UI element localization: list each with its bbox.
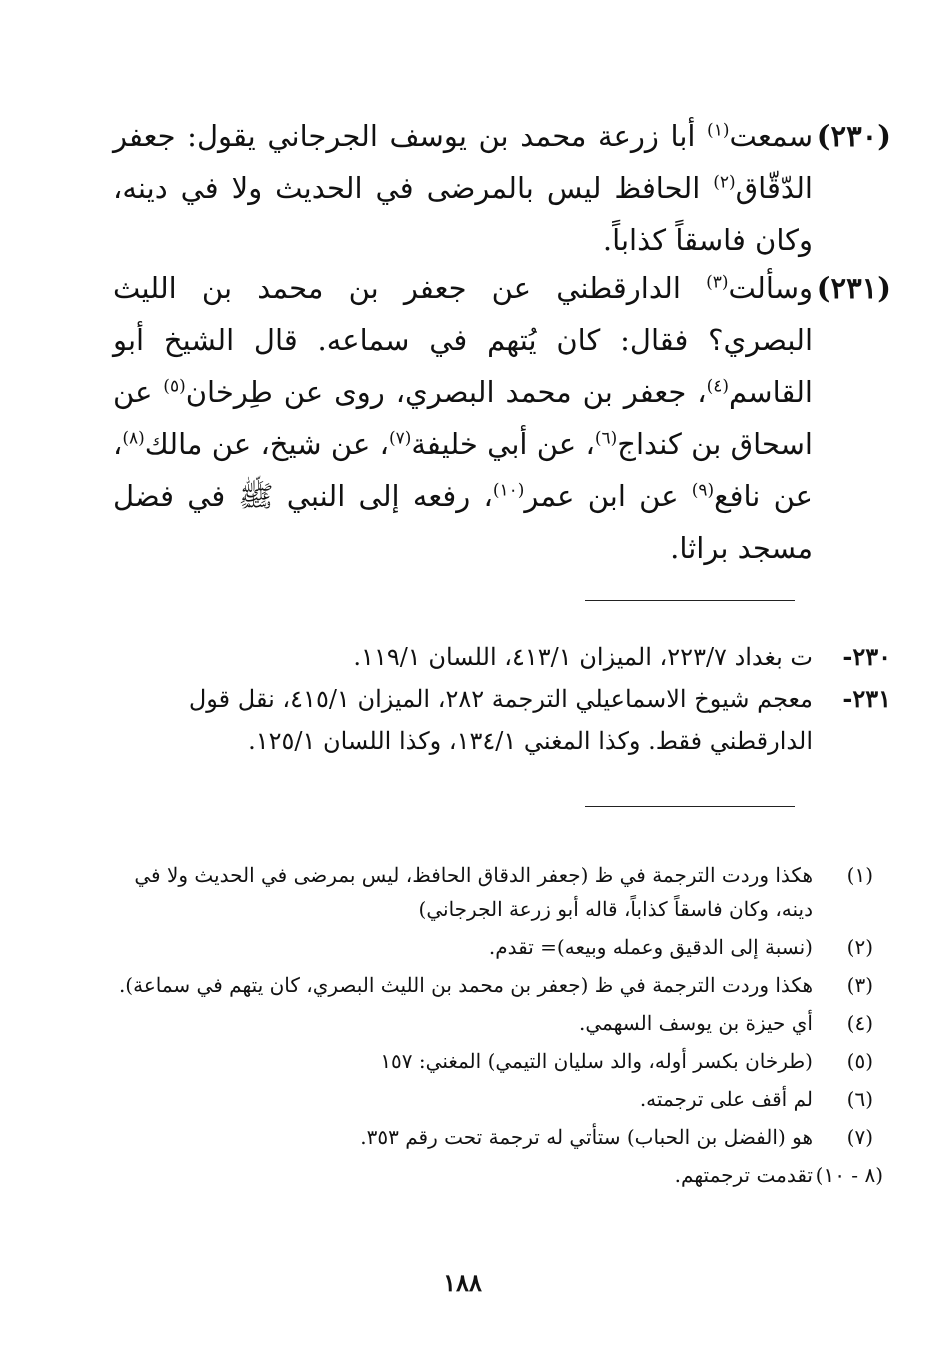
footnote-text: (طرخان بكسر أوله، والد سليان التيمي) المغني: ١٥٧ <box>380 1049 813 1073</box>
footnote <box>113 1082 873 1116</box>
source-number: ٢٣١- <box>842 684 891 713</box>
footnote-number: (٥) <box>846 1049 873 1073</box>
footnote-ref: (٧) <box>388 428 412 449</box>
footnote-text: أي حيزة بن يوسف السهمي. <box>578 1011 813 1035</box>
footnote-ref: (١) <box>707 120 730 141</box>
footnote-ref: (٦) <box>594 428 618 449</box>
footnote <box>113 858 873 926</box>
footnote-ref: (٢) <box>713 172 736 193</box>
entry-text: سمعت$^{(١)}$ أبا زرعة محمد بن يوسف الجرجاني يقول: جعفر الدّقّاق$^{(٢)}$ الحافظ ليس بالمرضى في الحديث ولا في دينه، وكان فاسقاً كذاباً. <box>113 119 813 257</box>
footnote-text: تقدمت ترجمتهم. <box>674 1163 813 1187</box>
source-item <box>113 636 891 678</box>
footnote-ref: (٨) <box>122 428 145 449</box>
footnote <box>113 1158 883 1192</box>
sources-block <box>113 636 891 762</box>
separator-rule <box>585 600 795 601</box>
footnote <box>113 1120 873 1154</box>
page-number: ١٨٨ <box>443 1268 482 1297</box>
footnote-ref: (٤) <box>706 376 729 397</box>
footnote <box>113 930 873 964</box>
separator-rule <box>585 806 795 807</box>
entry-231 <box>113 262 891 574</box>
footnote-number: (٧) <box>846 1125 873 1149</box>
source-item <box>113 678 891 762</box>
footnote-ref: (٣) <box>706 272 729 293</box>
footnote-text: لم أقف على ترجمته. <box>639 1087 813 1111</box>
entry-text: وسألت$^{(٣)}$ الدارقطني عن جعفر بن محمد بن الليث البصري؟ فقال: كان يُتهم في سماعه. قال الشيخ أبو القاسم$^{(٤)}$، جعفر بن محمد البصري، روى عن طِرخان$^{(٥)}$ عن اسحاق بن كنداج$^{(٦)}$، عن أبي خليفة$^{(٧)}$، عن شيخ، عن مالك$^{(٨)}$، عن نافع$^{(٩)}$ عن ابن عمر$^{(١٠)}$، رفعه إلى النبي ﷺ في فضل مسجد براثا. <box>113 271 813 565</box>
footnote-ref: (١٠) <box>492 480 525 501</box>
source-number: ٢٣٠- <box>842 642 891 671</box>
footnote-text: (نسبة إلى الدقيق وعمله وبيعه)= تقدم. <box>488 935 813 959</box>
source-text: معجم شيوخ الاسماعيلي الترجمة ٢٨٢، الميزان ٤١٥/١، نقل قول الدارقطني فقط. وكذا المغني ١٣٤/١، وكذا اللسان ١٢٥/١. <box>188 685 813 755</box>
footnote-ref: (٥) <box>163 376 186 397</box>
footnote-text: هو (الفضل بن الحباب) ستأتي له ترجمة تحت رقم ٣٥٣. <box>360 1125 813 1149</box>
entry-number: (٢٣١) <box>816 271 891 305</box>
footnote-ref: (٩) <box>691 480 715 501</box>
footnote-text: هكذا وردت الترجمة في ظ (جعفر بن محمد بن الليث البصري، كان يتهم في سماعة). <box>118 973 813 997</box>
footnote-number: (٢) <box>846 935 873 959</box>
footnote-number: (٨ - ١٠) <box>815 1163 883 1187</box>
footnote-number: (٤) <box>846 1011 873 1035</box>
entry-number: (٢٣٠) <box>816 119 891 153</box>
source-text: ت بغداد ٢٢٣/٧، الميزان ٤١٣/١، اللسان ١١٩/١. <box>353 643 813 671</box>
footnote-number: (٦) <box>846 1087 873 1111</box>
footnote-text: هكذا وردت الترجمة في ظ (جعفر الدقاق الحافظ، ليس بمرضى في الحديث ولا في دينه، وكان فاسقاً كذاباً، قاله أبو زرعة الجرجاني) <box>134 863 813 921</box>
footnotes <box>113 858 883 1196</box>
footnote <box>113 968 873 1002</box>
footnote-number: (١) <box>846 863 873 887</box>
footnote <box>113 1044 873 1078</box>
footnote <box>113 1006 873 1040</box>
entry-230 <box>113 110 891 266</box>
footnote-number: (٣) <box>846 973 873 997</box>
